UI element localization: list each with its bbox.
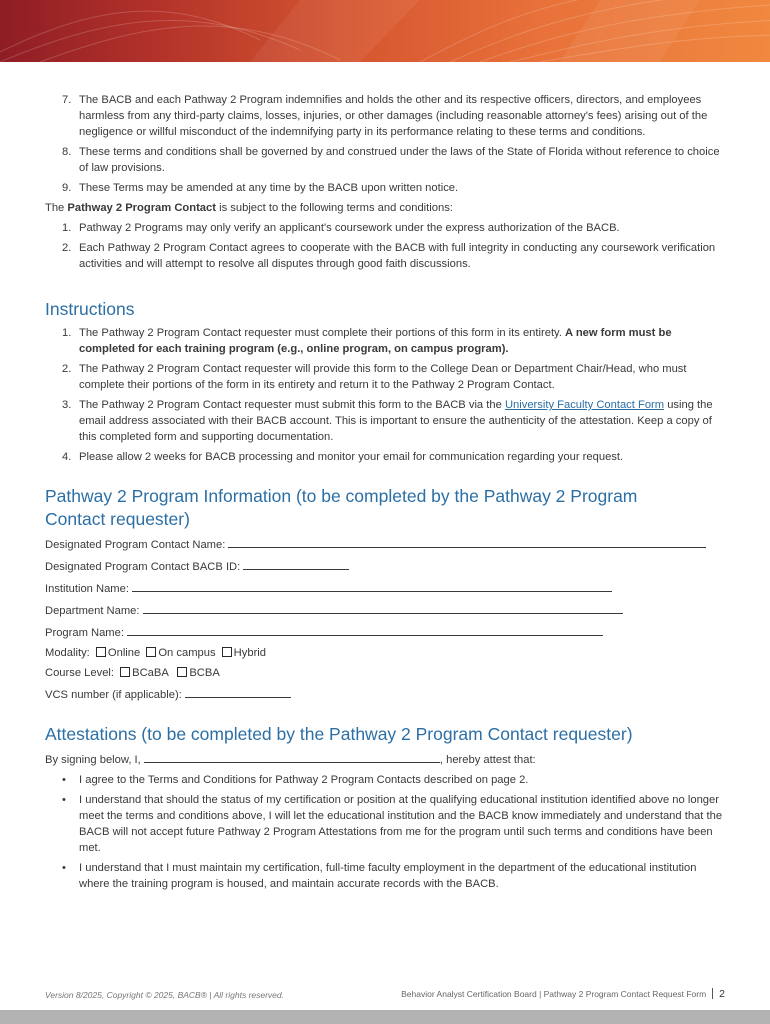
list-item xyxy=(62,772,725,788)
item-number: 1. xyxy=(62,327,72,339)
signer-name-field[interactable] xyxy=(144,750,440,763)
item-text-pre: The Pathway 2 Program Contact requester must submit this form to the BACB via the xyxy=(79,399,505,411)
item-text: These terms and conditions shall be governed by and construed under the laws of the State of Florida without reference to choice of law provisions. xyxy=(79,146,720,174)
option-label: BCaBA xyxy=(132,667,169,679)
field-label: VCS number (if applicable): xyxy=(45,689,182,701)
field-label: Program Name: xyxy=(45,627,124,639)
bottom-bar xyxy=(0,1010,770,1024)
option-label: Online xyxy=(107,647,141,659)
field-label: Institution Name: xyxy=(45,583,129,595)
list-item xyxy=(62,792,725,856)
contact-intro xyxy=(45,200,725,216)
item-bold-text: A new form must be completed for each training program (e.g., online program, on campus program). xyxy=(79,327,672,355)
sign-pre: By signing below, I, xyxy=(45,754,141,766)
item-number: 3. xyxy=(62,399,72,411)
item-text: These Terms may be amended at any time by the BACB upon written notice. xyxy=(79,182,459,194)
item-text: The Pathway 2 Program Contact requester must complete their portions of this form in its entirety. xyxy=(79,327,566,339)
list-item xyxy=(62,860,725,892)
option-label: BCBA xyxy=(189,667,220,679)
program-info-heading: Pathway 2 Program Information (to be completed by the Pathway 2 Program Contact requester) xyxy=(45,486,638,529)
program-name-row xyxy=(45,623,725,641)
list-item xyxy=(62,92,725,140)
item-number: 9. xyxy=(62,182,72,194)
instructions-list xyxy=(45,325,725,465)
page-content xyxy=(45,92,725,896)
contact-id-field[interactable] xyxy=(243,557,349,570)
sign-post: , hereby attest that: xyxy=(439,754,536,766)
item-number: 2. xyxy=(62,242,72,254)
item-number: 7. xyxy=(62,94,72,106)
contact-terms-list xyxy=(45,220,725,272)
item-text: I understand that I must maintain my certification, full-time faculty employment in the department of the educational institution where the training program is housed, and maintain accurate records with the BACB. xyxy=(79,862,697,890)
footer-title xyxy=(401,988,725,1000)
online-checkbox[interactable] xyxy=(96,647,106,657)
item-text: The Pathway 2 Program Contact requester will provide this form to the College Dean or Department Chair/Head, who must complete their portions of the form in its entirety and return it to the Pathway 2 Program Contact. xyxy=(79,363,687,391)
list-item xyxy=(62,325,725,357)
item-text: I agree to the Terms and Conditions for Pathway 2 Program Contacts described on page 2. xyxy=(79,774,529,786)
item-text-post: using the email address associated with their BACB account. This is important to ensure the authenticity of the attestation. Keep a copy of this completed form and supporting documentation. xyxy=(79,399,713,443)
intro-pre: The xyxy=(45,202,68,214)
instructions-heading: Instructions xyxy=(45,299,135,319)
item-text: I understand that should the status of my certification or position at the qualifying educational institution identified above no longer meet the terms and conditions above, I will let the educational institution and the BACB know immediately and understand that the BACB will not accept future Pathway 2 Program Attestations from me for the program until such terms and conditions have been met. xyxy=(79,794,723,854)
intro-post: is subject to the following terms and conditions: xyxy=(215,202,453,214)
modality-row xyxy=(45,645,725,661)
footer-form-name: Behavior Analyst Certification Board | Pathway 2 Program Contact Request Form xyxy=(401,989,707,999)
contact-id-row xyxy=(45,557,725,575)
program-name-field[interactable] xyxy=(127,623,603,636)
course-level-row xyxy=(45,665,725,681)
item-text: Please allow 2 weeks for BACB processing and monitor your email for communication regarding your request. xyxy=(79,451,624,463)
item-number: 8. xyxy=(62,146,72,158)
department-row xyxy=(45,601,725,619)
department-field[interactable] xyxy=(143,601,623,614)
sign-line xyxy=(45,750,725,768)
list-item xyxy=(62,397,725,445)
bcaba-checkbox[interactable] xyxy=(120,667,130,677)
field-label: Designated Program Contact Name: xyxy=(45,539,226,551)
attestations-heading: Attestations (to be completed by the Pathway 2 Program Contact requester) xyxy=(45,724,633,744)
footer-copyright: Version 8/2025, Copyright © 2025, BACB® | All rights reserved. xyxy=(45,990,284,1000)
field-label: Modality: xyxy=(45,647,90,659)
item-text: The BACB and each Pathway 2 Program indemnifies and holds the other and its respective officers, directors, and employees harmless from any third-party claims, losses, injuries, or other damages (including reasonable attorney's fees) arising out of the negligence or willful misconduct of the indemnifying party in its performance relating to these terms and conditions. xyxy=(79,94,708,138)
intro-bold: Pathway 2 Program Contact xyxy=(67,202,216,214)
item-number: 4. xyxy=(62,451,72,463)
field-label: Designated Program Contact BACB ID: xyxy=(45,561,241,573)
option-label: Hybrid xyxy=(233,647,266,659)
institution-field[interactable] xyxy=(132,579,612,592)
list-item xyxy=(62,180,725,196)
list-item xyxy=(62,144,725,176)
item-number: 2. xyxy=(62,363,72,375)
item-number: 1. xyxy=(62,222,72,234)
contact-name-row xyxy=(45,535,725,553)
option-label: On campus xyxy=(158,647,216,659)
header-banner xyxy=(0,0,770,62)
banner-decoration xyxy=(0,0,770,62)
contact-name-field[interactable] xyxy=(228,535,706,548)
list-item xyxy=(62,361,725,393)
field-label: Department Name: xyxy=(45,605,140,617)
attestation-list xyxy=(45,772,725,892)
bullet-glyph: • xyxy=(62,774,66,786)
terms-list-continued xyxy=(45,92,725,196)
page-number: 2 xyxy=(719,988,725,1000)
on-campus-checkbox[interactable] xyxy=(146,647,156,657)
item-text: Each Pathway 2 Program Contact agrees to cooperate with the BACB with full integrity in conducting any coursework verification activities and will attempt to resolve all disputes through good faith discussions. xyxy=(79,242,716,270)
bcba-checkbox[interactable] xyxy=(177,667,187,677)
list-item xyxy=(62,220,725,236)
footer-divider xyxy=(712,988,713,999)
bullet-glyph: • xyxy=(62,862,66,874)
list-item xyxy=(62,449,725,465)
vcs-field[interactable] xyxy=(185,685,291,698)
vcs-row xyxy=(45,685,725,703)
hybrid-checkbox[interactable] xyxy=(222,647,232,657)
field-label: Course Level: xyxy=(45,667,115,679)
institution-row xyxy=(45,579,725,597)
university-faculty-contact-form-link[interactable]: University Faculty Contact Form xyxy=(504,399,665,411)
list-item xyxy=(62,240,725,272)
bullet-glyph: • xyxy=(62,794,66,806)
item-text: Pathway 2 Programs may only verify an applicant's coursework under the express authorization of the BACB. xyxy=(79,222,620,234)
